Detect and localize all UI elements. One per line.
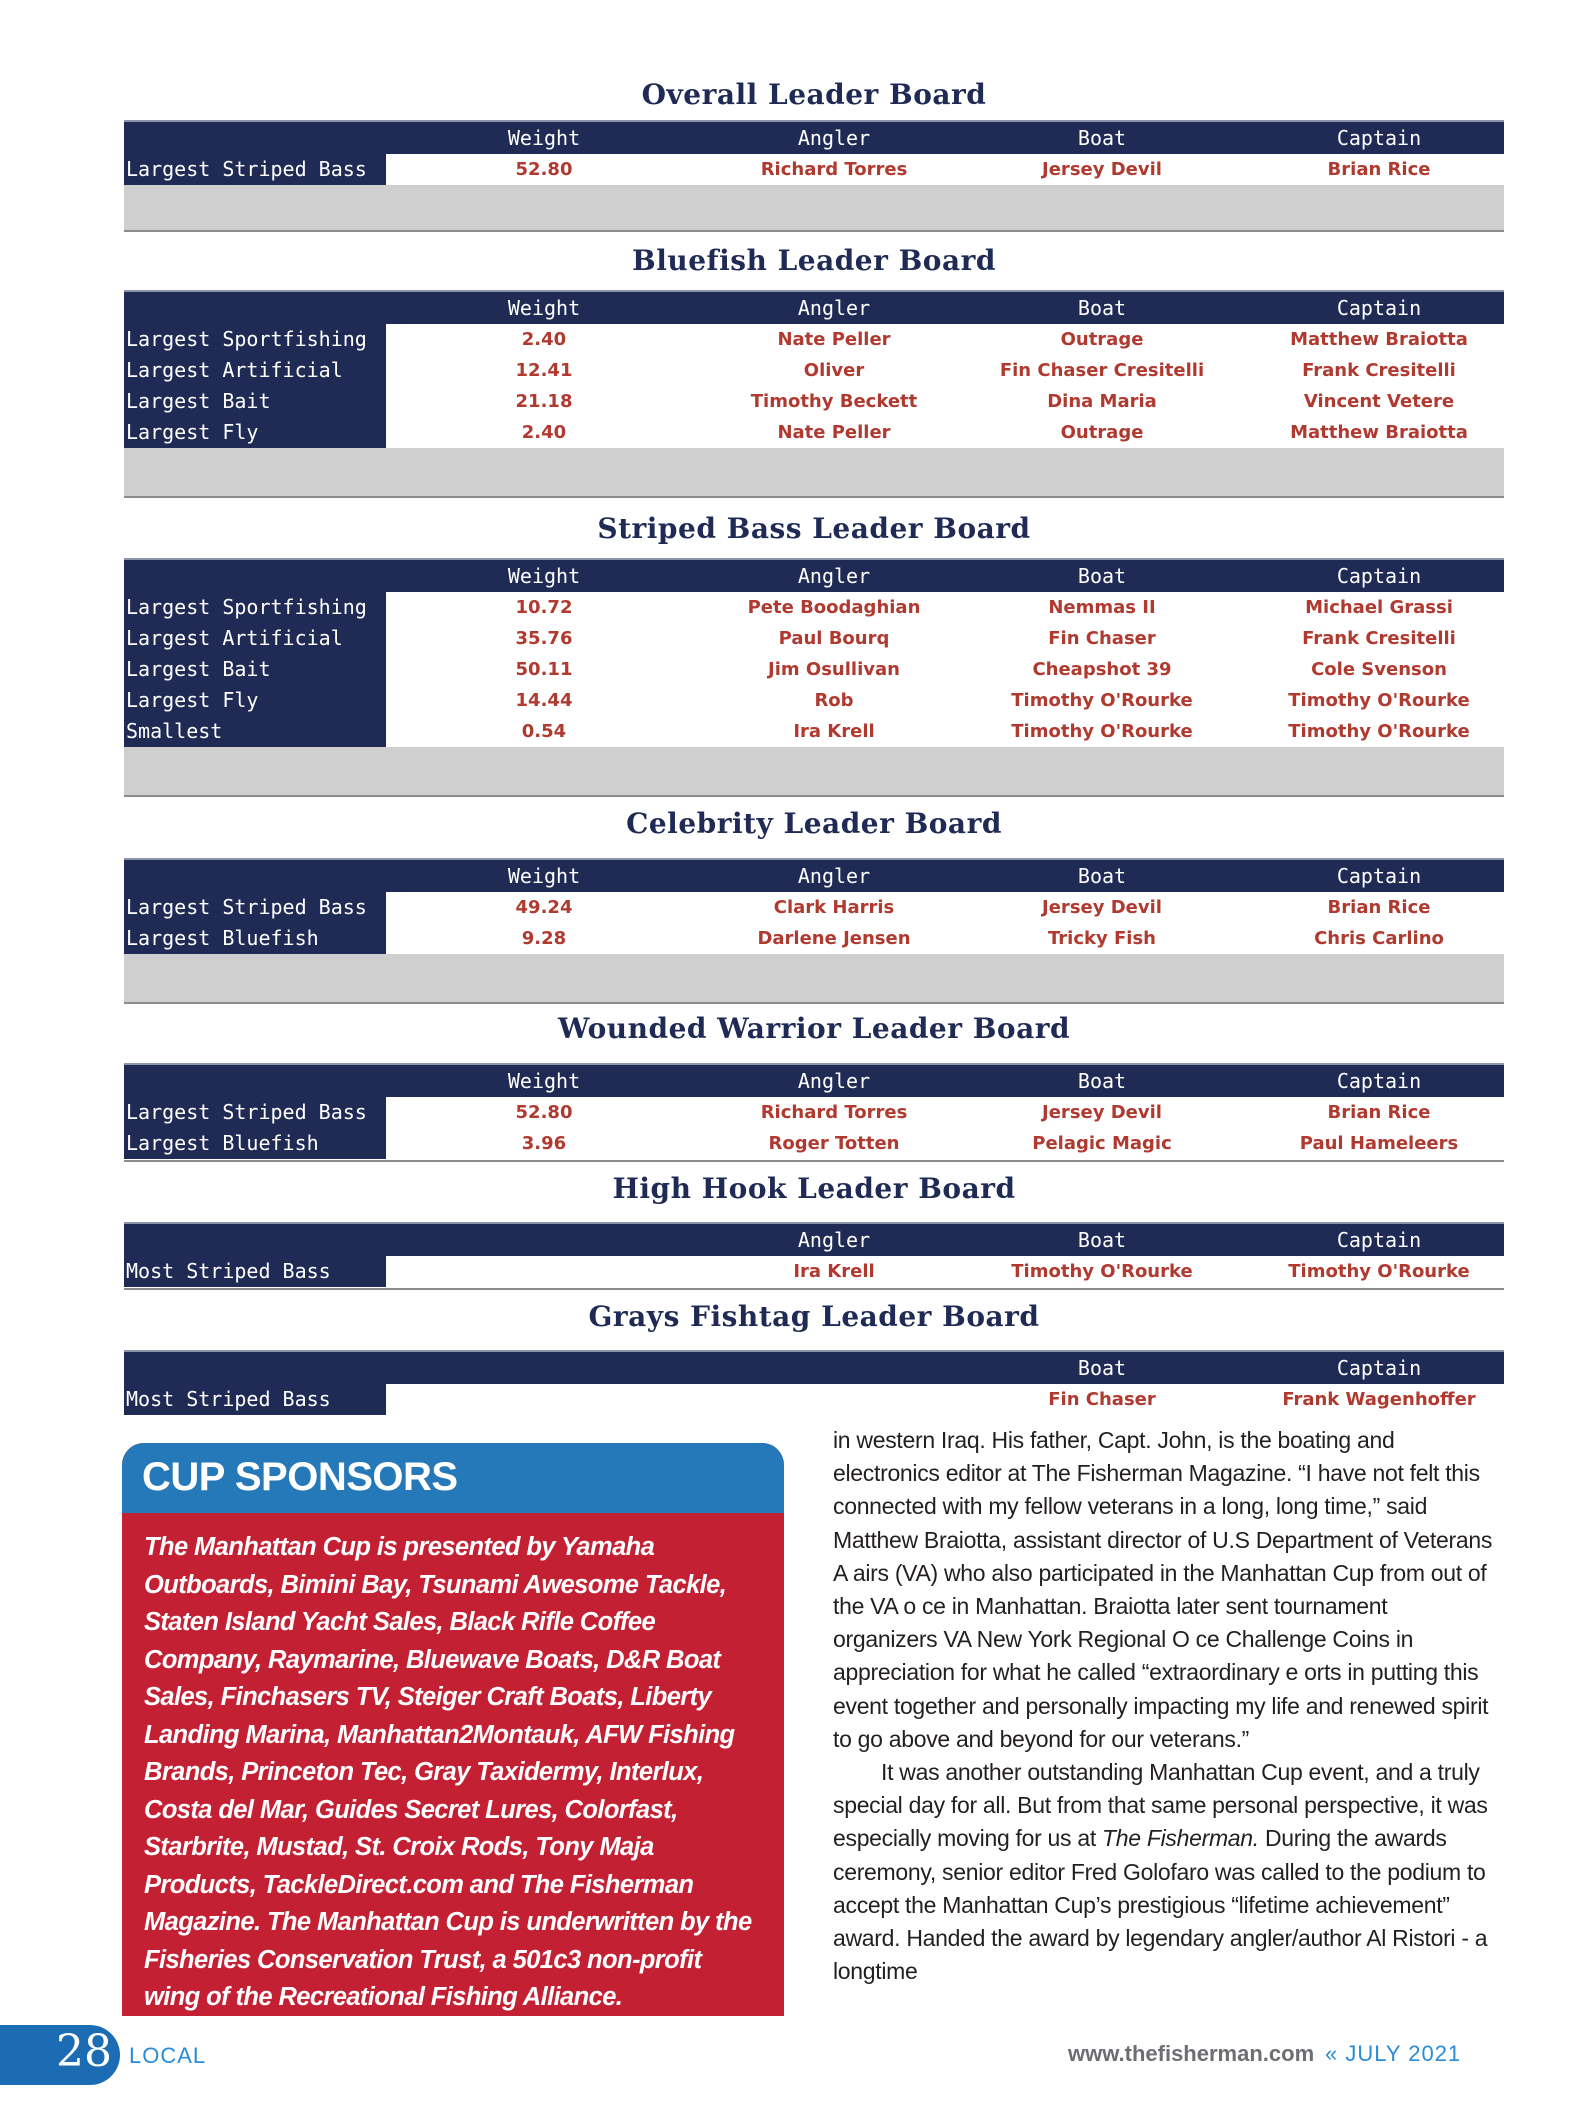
header-angler: Angler: [797, 126, 871, 150]
cell-captain: Cole Svenson: [1311, 659, 1447, 680]
header-boat: Boat: [1077, 296, 1127, 320]
row-label: Most Striped Bass: [124, 1256, 386, 1287]
cell-angler: Nate Peller: [777, 329, 891, 350]
header-boat: Boat: [1077, 1356, 1127, 1380]
divider: [124, 1160, 1504, 1162]
cell-boat: Fin Chaser: [1048, 1389, 1156, 1410]
header-captain: Captain: [1336, 1069, 1422, 1093]
board-title: Bluefish Leader Board: [632, 244, 996, 277]
header-boat: Boat: [1077, 1228, 1127, 1252]
board-title: Grays Fishtag Leader Board: [588, 1300, 1040, 1333]
row-label: Largest Striped Bass: [124, 1097, 386, 1128]
article-paragraph: in western Iraq. His father, Capt. John, is the boating and electronics editor at The Fisherman Magazine. “I have not felt this connected with my fellow veterans in a long, long time,” said Matthew Braiotta, assistant director of U.S Department of Veterans A airs (VA) who also participated in the Manhattan Cup from out of the VA o ce in Manhattan. Braiotta later sent tournament organizers VA New York Regional O ce Challenge Coins in appreciation for what he called “extraordinary e orts in putting this event together and personally impacting my life and renewed spirit to go above and beyond for our veterans.”: [833, 1427, 1493, 1752]
table-row: [124, 923, 1504, 954]
article-column: [833, 1424, 1493, 1988]
table-row: [124, 355, 1504, 386]
cell-captain: Timothy O'Rourke: [1288, 690, 1470, 711]
section-label: LOCAL: [129, 2043, 207, 2068]
table-row: [124, 623, 1504, 654]
cell-weight: 10.72: [515, 597, 573, 618]
table-row: [124, 685, 1504, 716]
row-label: Largest Artificial: [124, 623, 386, 654]
table-row: [124, 1097, 1504, 1128]
table-header: [124, 558, 1504, 592]
cell-captain: Matthew Braiotta: [1290, 422, 1468, 443]
cell-boat: Fin Chaser Cresitelli: [999, 360, 1205, 381]
cup-sponsors-box: [122, 1443, 784, 2016]
row-label: Largest Sportfishing: [124, 592, 386, 623]
gray-spacer: [124, 747, 1504, 795]
cell-captain: Frank Cresitelli: [1302, 360, 1456, 381]
divider: [124, 1002, 1504, 1004]
board-title: Striped Bass Leader Board: [597, 512, 1031, 545]
cell-weight: 0.54: [521, 721, 567, 742]
cell-angler: Rob: [814, 690, 854, 711]
cell-boat: Nemmas II: [1048, 597, 1156, 618]
cell-weight: 49.24: [515, 897, 573, 918]
cell-boat: Jersey Devil: [1042, 159, 1162, 180]
board-title: Celebrity Leader Board: [626, 807, 1002, 840]
cell-boat: Timothy O'Rourke: [1011, 721, 1193, 742]
header-captain: Captain: [1336, 296, 1422, 320]
cell-angler: Richard Torres: [760, 159, 908, 180]
table-header: [124, 290, 1504, 324]
table-header: [124, 1350, 1504, 1384]
header-captain: Captain: [1336, 1356, 1422, 1380]
article-text: It was another outstanding Manhattan Cup event, and a truly special day for all. But from that same personal perspective, it was especially moving for us at: [833, 1759, 1488, 1852]
gray-spacer: [124, 954, 1504, 1002]
header-weight: Weight: [507, 1069, 581, 1093]
header-boat: Boat: [1077, 864, 1127, 888]
divider: [124, 496, 1504, 498]
row-label: Largest Sportfishing: [124, 324, 386, 355]
header-weight: Weight: [507, 864, 581, 888]
board-title: High Hook Leader Board: [612, 1172, 1016, 1205]
row-label: Largest Striped Bass: [124, 154, 386, 185]
cell-captain: Matthew Braiotta: [1290, 329, 1468, 350]
header-weight: Weight: [507, 564, 581, 588]
header-captain: Captain: [1336, 564, 1422, 588]
header-boat: Boat: [1077, 564, 1127, 588]
sponsors-text: The Manhattan Cup is presented by Yamaha Outboards, Bimini Bay, Tsunami Awesome Tackle, Staten Island Yacht Sales, Black Rifle Coffee Company, Raymarine, Bluewave Boats, D&R Boat Sales, Finchasers TV, Steiger Craft Boats, Liberty Landing Marina, Manhattan2Montauk, AFW Fishing Brands, Princeton Tec, Gray Taxidermy, Interlux, Costa del Mar, Guides Secret Lures, Colorfast, Starbrite, Mustad, St. Croix Rods, Tony Maja Products, TackleDirect.com and The Fisherman Magazine. The Manhattan Cup is underwritten by the Fisheries Conservation Trust, a 501c3 non-profit wing of the Recreational Fishing Alliance.: [144, 1533, 752, 2011]
row-label: Largest Bluefish: [124, 923, 386, 954]
cell-weight: 14.44: [515, 690, 573, 711]
board-title: Overall Leader Board: [641, 78, 987, 111]
header-boat: Boat: [1077, 1069, 1127, 1093]
table-row: [124, 1256, 1504, 1287]
table-row: [124, 716, 1504, 747]
header-angler: Angler: [797, 864, 871, 888]
header-angler: Angler: [797, 564, 871, 588]
cell-boat: Timothy O'Rourke: [1011, 690, 1193, 711]
cell-angler: Paul Bourq: [778, 628, 890, 649]
row-label: Smallest: [124, 716, 386, 747]
row-label: Largest Artificial: [124, 355, 386, 386]
cell-angler: Ira Krell: [793, 721, 875, 742]
cell-boat: Jersey Devil: [1042, 897, 1162, 918]
header-captain: Captain: [1336, 864, 1422, 888]
cell-captain: Timothy O'Rourke: [1288, 1261, 1470, 1282]
cell-boat: Outrage: [1060, 422, 1144, 443]
cell-boat: Dina Maria: [1047, 391, 1157, 412]
cell-weight: 9.28: [521, 928, 567, 949]
table-row: [124, 386, 1504, 417]
row-label: Largest Bait: [124, 386, 386, 417]
board-title: Wounded Warrior Leader Board: [557, 1012, 1071, 1045]
header-captain: Captain: [1336, 126, 1422, 150]
cell-weight: 21.18: [515, 391, 573, 412]
gray-spacer: [124, 185, 1504, 230]
cell-captain: Brian Rice: [1327, 159, 1431, 180]
article-text: During the awards ceremony, senior editor Fred Golofaro was called to the podium to accept the Manhattan Cup’s prestigious “lifetime achievement” award. Handed the award by legendary angler/author Al Ristori - a longtime: [833, 1825, 1488, 1985]
cell-angler: Darlene Jensen: [757, 928, 911, 949]
cell-captain: Michael Grassi: [1305, 597, 1453, 618]
table-header: [124, 1222, 1504, 1256]
cell-angler: Richard Torres: [760, 1102, 908, 1123]
gray-spacer: [124, 448, 1504, 496]
cell-weight: 2.40: [521, 329, 567, 350]
website-url: www.thefisherman.com: [1068, 2041, 1315, 2066]
cell-weight: 35.76: [515, 628, 573, 649]
cell-captain: Timothy O'Rourke: [1288, 721, 1470, 742]
cell-weight: 52.80: [515, 1102, 573, 1123]
row-label: Largest Bluefish: [124, 1128, 386, 1159]
row-label: Most Striped Bass: [124, 1384, 386, 1415]
cell-angler: Oliver: [803, 360, 865, 381]
table-header: [124, 858, 1504, 892]
cell-angler: Clark Harris: [773, 897, 895, 918]
issue-date: « JULY 2021: [1325, 2041, 1462, 2066]
table-row: [124, 654, 1504, 685]
cell-boat: Cheapshot 39: [1032, 659, 1172, 680]
header-weight: Weight: [507, 126, 581, 150]
header-angler: Angler: [797, 296, 871, 320]
cell-angler: Roger Totten: [768, 1133, 900, 1154]
table-row: [124, 1384, 1504, 1415]
cell-boat: Outrage: [1060, 329, 1144, 350]
header-captain: Captain: [1336, 1228, 1422, 1252]
divider: [124, 1288, 1504, 1290]
table-row: [124, 324, 1504, 355]
cell-boat: Tricky Fish: [1048, 928, 1156, 949]
divider: [124, 230, 1504, 232]
cell-boat: Fin Chaser: [1048, 628, 1156, 649]
cell-weight: 50.11: [515, 659, 573, 680]
header-angler: Angler: [797, 1069, 871, 1093]
article-paragraph: [833, 1756, 1493, 1988]
cell-captain: Brian Rice: [1327, 897, 1431, 918]
page-number: 28: [56, 2026, 112, 2077]
divider: [124, 795, 1504, 797]
cell-angler: Timothy Beckett: [750, 391, 918, 412]
cell-angler: Pete Boodaghian: [747, 597, 921, 618]
cell-angler: Nate Peller: [777, 422, 891, 443]
cell-boat: Jersey Devil: [1042, 1102, 1162, 1123]
table-row: [124, 892, 1504, 923]
row-label: Largest Striped Bass: [124, 892, 386, 923]
header-weight: Weight: [507, 296, 581, 320]
table-header: [124, 1063, 1504, 1097]
table-row: [124, 417, 1504, 448]
cell-boat: Timothy O'Rourke: [1011, 1261, 1193, 1282]
cell-boat: Pelagic Magic: [1032, 1133, 1172, 1154]
header-boat: Boat: [1077, 126, 1127, 150]
cell-weight: 2.40: [521, 422, 567, 443]
cell-weight: 12.41: [515, 360, 573, 381]
cell-angler: Jim Osullivan: [768, 659, 900, 680]
row-label: Largest Fly: [124, 685, 386, 716]
table-header: [124, 120, 1504, 154]
row-label: Largest Fly: [124, 417, 386, 448]
cell-captain: Frank Cresitelli: [1302, 628, 1456, 649]
table-row: [124, 592, 1504, 623]
cell-captain: Frank Wagenhoffer: [1282, 1389, 1476, 1410]
cell-weight: 3.96: [521, 1133, 567, 1154]
cell-angler: Ira Krell: [793, 1261, 875, 1282]
cell-captain: Brian Rice: [1327, 1102, 1431, 1123]
cell-captain: Chris Carlino: [1314, 928, 1444, 949]
sponsors-header: [122, 1443, 784, 1513]
cell-captain: Vincent Vetere: [1303, 391, 1455, 412]
header-angler: Angler: [797, 1228, 871, 1252]
publication-name: The Fisherman.: [1102, 1825, 1259, 1852]
table-row: [124, 154, 1504, 185]
sponsors-title: CUP SPONSORS: [142, 1455, 458, 1499]
row-label: Largest Bait: [124, 654, 386, 685]
table-row: [124, 1128, 1504, 1159]
cell-captain: Paul Hameleers: [1299, 1133, 1459, 1154]
cell-weight: 52.80: [515, 159, 573, 180]
